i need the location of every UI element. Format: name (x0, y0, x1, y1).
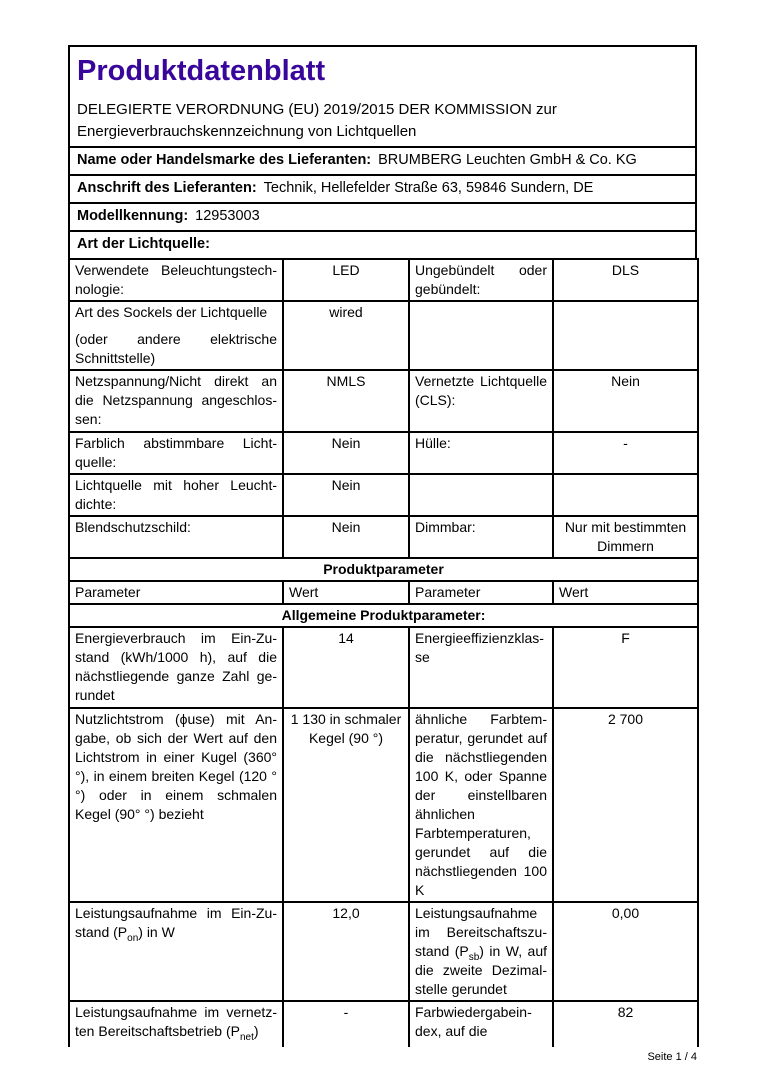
value-cell: - (553, 432, 698, 474)
supplier-address-cell (69, 175, 696, 203)
column-header-cell: Wert (283, 581, 409, 604)
model-id-row (69, 203, 696, 231)
column-header-cell: Parameter (409, 581, 553, 604)
param-cell: Energieeffizienzklasse (409, 627, 553, 707)
param-cell: Lichtquelle mit hoher Leuchtdichte: (69, 474, 283, 516)
param-cell: Dimmbar: (409, 516, 553, 558)
param-cell (409, 301, 553, 370)
param-cell (409, 474, 553, 516)
supplier-name-label: Name oder Handelsmarke des Lieferanten: (77, 151, 372, 168)
param-cell: Leistungsaufnahme im Ein-Zustand $(P_{on})$ in W (69, 902, 283, 1001)
section-header: Allgemeine Produktparameter: (69, 604, 698, 627)
table-row (69, 432, 698, 474)
value-cell: 1 130 in schmaler Kegel (90 °) (283, 708, 409, 902)
value-cell (553, 474, 698, 516)
value-cell: Nein (283, 516, 409, 558)
param-cell: Leistungsaufnahme im vernetzten Bereitschaftsbetrieb $(P_{net})$ (69, 1001, 283, 1047)
param-cell: Verwendete Beleuchtungstechnologie: (69, 259, 283, 301)
section-header-row (69, 604, 698, 627)
model-id-label: Modellkennung: (77, 207, 189, 224)
supplier-name-cell (69, 147, 696, 175)
column-header-row (69, 581, 698, 604)
light-source-type-row (69, 231, 696, 259)
value-cell: 14 (283, 627, 409, 707)
param-cell: Hülle: (409, 432, 553, 474)
model-id-value: 12953003 (195, 207, 260, 224)
param-cell: Art des Sockels der Lichtquelle (oder andere elektrische Schnittstelle) (69, 301, 283, 370)
parameter-table (68, 258, 699, 1047)
header-block (68, 45, 697, 260)
table-row (69, 370, 698, 432)
column-header-cell: Parameter (69, 581, 283, 604)
param-cell: Farblich abstimmbare Lichtquelle: (69, 432, 283, 474)
table-row (69, 627, 698, 707)
value-cell: 2 700 (553, 708, 698, 902)
value-cell: wired (283, 301, 409, 370)
section-header-row (69, 558, 698, 581)
value-cell: F (553, 627, 698, 707)
table-row (69, 1001, 698, 1047)
value-cell (553, 301, 698, 370)
light-source-type-label: Art der Lichtquelle: (77, 235, 210, 252)
value-cell: NMLS (283, 370, 409, 432)
value-cell: Nein (553, 370, 698, 432)
param-cell: Energieverbrauch im Ein-Zustand (kWh/1000 h), auf die nächstliegende ganze Zahl gerundet (69, 627, 283, 707)
table-row (69, 301, 698, 370)
supplier-address-label: Anschrift des Lieferanten: (77, 179, 257, 196)
param-cell: Farbwiedergabeindex, auf die (409, 1001, 553, 1047)
page-number: Seite 1 / 4 (647, 1050, 697, 1063)
table-row (69, 902, 698, 1001)
regulation-text: DELEGIERTE VERORDNUNG (EU) 2019/2015 DER KOMMISSION zur Energieverbrauchskennzeichnung von Lichtquellen (77, 101, 557, 141)
value-cell: - (283, 1001, 409, 1047)
value-cell: DLS (553, 259, 698, 301)
value-cell: LED (283, 259, 409, 301)
value-cell: 82 (553, 1001, 698, 1047)
param-cell: ähnliche Farbtemperatur, gerundet auf die nächstliegenden 100 K, oder Spanne der einstellbaren ähnlichen Farbtemperaturen, gerundet auf die nächstliegenden 100 K (409, 708, 553, 902)
table-row (69, 708, 698, 902)
page-title: Produktdatenblatt (77, 55, 326, 87)
value-cell: Nein (283, 432, 409, 474)
value-cell: 12,0 (283, 902, 409, 1001)
param-cell: Nutzlichtstrom (ϕuse) mit Angabe, ob sich der Wert auf den Lichtstrom in einer Kugel (360° °), in einem breiten Kegel (120 °°) oder in einem schmalen Kegel (90° °) bezieht (69, 708, 283, 902)
table-row (69, 259, 698, 301)
title-row (69, 46, 696, 147)
model-id-cell (69, 203, 696, 231)
supplier-address-value: Technik, Hellefelder Straße 63, 59846 Sundern, DE (263, 179, 594, 196)
param-cell: Vernetzte Lichtquelle (CLS): (409, 370, 553, 432)
param-cell: Leistungsaufnahme im Bereitschaftszustand $(P_{sb})$ in W, auf die zweite Dezimalstelle gerundet (409, 902, 553, 1001)
value-cell: Nur mit bestimmten Dimmern (553, 516, 698, 558)
table-row (69, 474, 698, 516)
supplier-name-value: BRUMBERG Leuchten GmbH & Co. KG (378, 151, 637, 168)
param-cell: Ungebündelt oder gebündelt: (409, 259, 553, 301)
light-source-type-cell (69, 231, 696, 259)
table-row (69, 516, 698, 558)
param-cell: Netzspannung/Nicht direkt an die Netzspannung angeschlossen: (69, 370, 283, 432)
supplier-name-row (69, 147, 696, 175)
value-cell: Nein (283, 474, 409, 516)
value-cell: 0,00 (553, 902, 698, 1001)
title-cell (69, 46, 696, 147)
section-header: Produktparameter (69, 558, 698, 581)
product-datasheet (68, 45, 697, 1063)
column-header-cell: Wert (553, 581, 698, 604)
param-cell: Blendschutzschild: (69, 516, 283, 558)
supplier-address-row (69, 175, 696, 203)
